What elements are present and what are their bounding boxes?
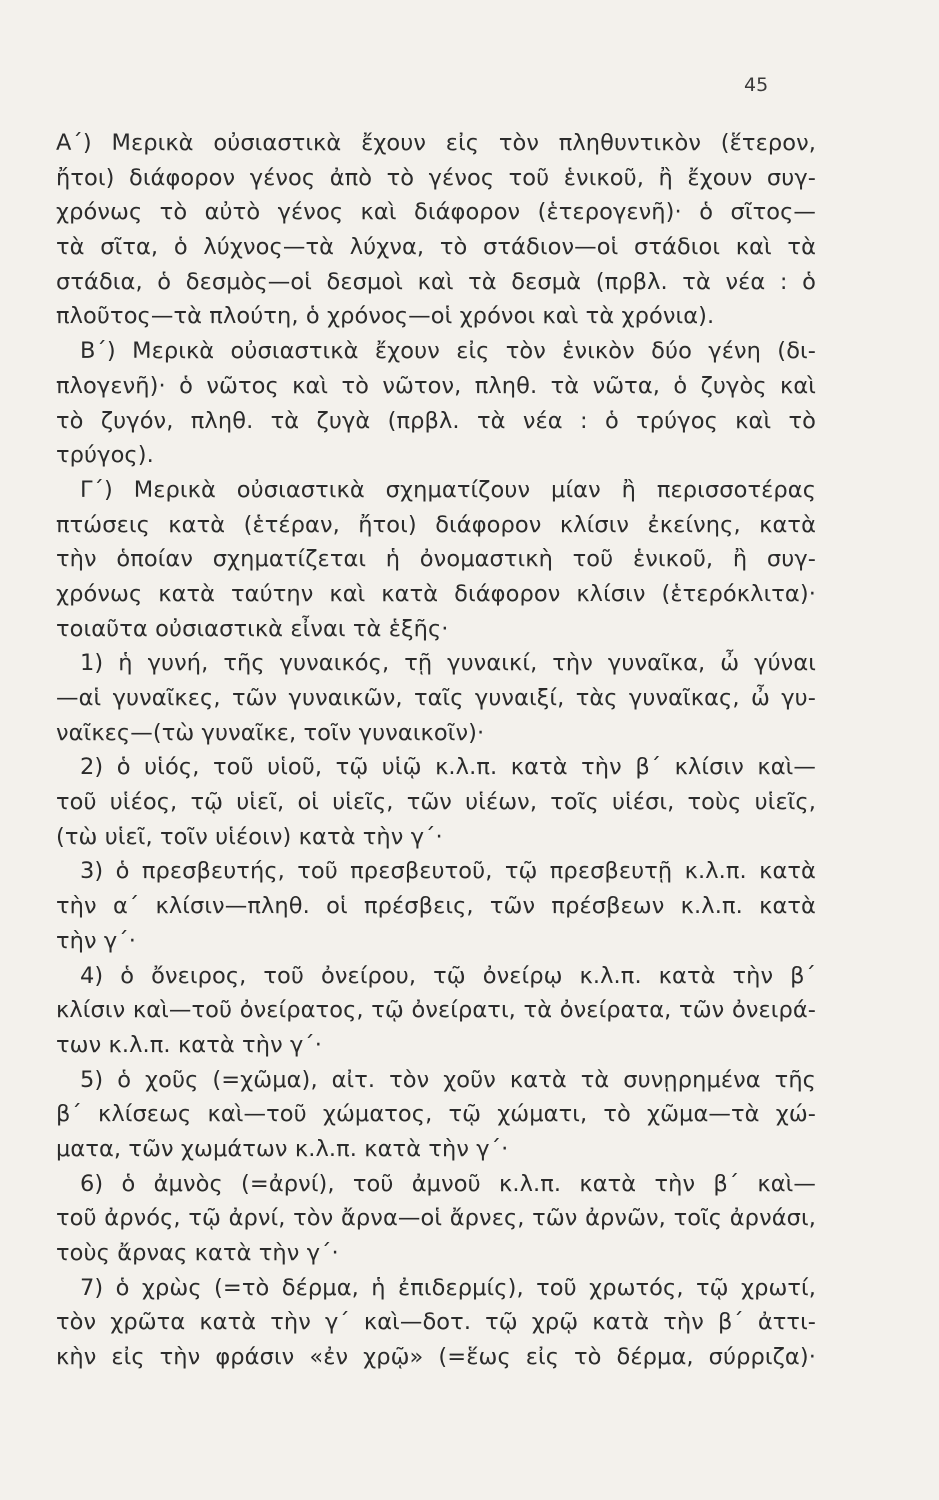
text-line: τὴν γ΄·	[56, 927, 136, 954]
text-line: τοὺς ἄρνας κατὰ τὴν γ΄·	[56, 1240, 339, 1266]
page-number: 45	[744, 74, 769, 96]
text-line: 5) ὁ χοῦς (=χῶμα), αἰτ. τὸν χοῦν κατὰ τὰ συνῃρημένα τῆς	[80, 1066, 816, 1093]
text-line: τὰ σῖτα, ὁ λύχνος—τὰ λύχνα, τὸ στάδιον—οἱ στάδιοι καὶ τὰ	[56, 234, 816, 261]
text-line: —αἱ γυναῖκες, τῶν γυναικῶν, ταῖς γυναιξί, τὰς γυναῖκας, ὦ γυ-	[56, 685, 816, 711]
text-line: Α΄) Μερικὰ οὐσιαστικὰ ἔχουν εἰς τὸν πληθυντικὸν (ἕτερον,	[56, 130, 816, 156]
text-line: 6) ὁ ἀμνὸς (=ἀρνί), τοῦ ἀμνοῦ κ.λ.π. κατὰ τὴν β΄ καὶ—	[80, 1170, 816, 1197]
text-line: ματα, τῶν χωμάτων κ.λ.π. κατὰ τὴν γ΄·	[56, 1135, 509, 1162]
text-line: χρόνως τὸ αὐτὸ γένος καὶ διάφορον (ἑτερογενῆ)· ὁ σῖτος—	[56, 199, 816, 226]
text-line: Γ΄) Μερικὰ οὐσιαστικὰ σχηματίζουν μίαν ἢ περισσοτέρας	[80, 476, 816, 503]
body-text	[56, 126, 816, 1375]
text-line: Β΄) Μερικὰ οὐσιαστικὰ ἔχουν εἰς τὸν ἑνικὸν δύο γένη (δι-	[80, 338, 816, 365]
text-line: κὴν εἰς τὴν φράσιν «ἐν χρῷ» (=ἕως εἰς τὸ δέρμα, σύρριζα)·	[56, 1344, 816, 1371]
text-line: 3) ὁ πρεσβευτής, τοῦ πρεσβευτοῦ, τῷ πρεσβευτῇ κ.λ.π. κατὰ	[80, 858, 816, 885]
text-line: β΄ κλίσεως καὶ—τοῦ χώματος, τῷ χώματι, τὸ χῶμα—τὰ χώ-	[56, 1101, 816, 1128]
text-line: πλοῦτος—τὰ πλούτη, ὁ χρόνος—οἱ χρόνοι καὶ τὰ χρόνια).	[56, 303, 715, 330]
text-line: τὸν χρῶτα κατὰ τὴν γ΄ καὶ—δοτ. τῷ χρῷ κατὰ τὴν β΄ ἀττι-	[56, 1309, 816, 1336]
text-line: τὴν ὁποίαν σχηματίζεται ἡ ὀνομαστικὴ τοῦ ἑνικοῦ, ἢ συγ-	[56, 546, 816, 573]
text-line: τὸ ζυγόν, πληθ. τὰ ζυγὰ (πρβλ. τὰ νέα : ὁ τρύγος καὶ τὸ	[56, 407, 816, 434]
text-line: τοῦ υἱέος, τῷ υἱεῖ, οἱ υἱεῖς, τῶν υἱέων, τοῖς υἱέσι, τοὺς υἱεῖς,	[56, 789, 816, 816]
text-line: των κ.λ.π. κατὰ τὴν γ΄·	[56, 1031, 323, 1058]
text-line: 7) ὁ χρὼς (=τὸ δέρμα, ἡ ἐπιδερμίς), τοῦ χρωτός, τῷ χρωτί,	[80, 1274, 816, 1301]
text-line: 1) ἡ γυνή, τῆς γυναικός, τῇ γυναικί, τὴν γυναῖκα, ὦ γύναι	[80, 650, 816, 677]
text-line: 2) ὁ υἱός, τοῦ υἱοῦ, τῷ υἱῷ κ.λ.π. κατὰ τὴν β΄ κλίσιν καὶ—	[80, 754, 816, 781]
text-line: τοῦ ἀρνός, τῷ ἀρνί, τὸν ἄρνα—οἱ ἄρνες, τῶν ἀρνῶν, τοῖς ἀρνάσι,	[56, 1205, 816, 1232]
text-line: 4) ὁ ὄνειρος, τοῦ ὀνείρου, τῷ ὀνείρῳ κ.λ.π. κατὰ τὴν β΄	[80, 962, 816, 989]
text-line: (τὼ υἱεῖ, τοῖν υἱέοιν) κατὰ τὴν γ΄·	[56, 823, 443, 850]
text-line: κλίσιν καὶ—τοῦ ὀνείρατος, τῷ ὀνείρατι, τὰ ὀνείρατα, τῶν ὀνειρά-	[56, 997, 816, 1024]
text-line: τρύγος).	[56, 442, 154, 469]
text-line: ναῖκες—(τὼ γυναῖκε, τοῖν γυναικοῖν)·	[56, 719, 485, 746]
text-line: τὴν α΄ κλίσιν—πληθ. οἱ πρέσβεις, τῶν πρέσβεων κ.λ.π. κατὰ	[56, 893, 816, 920]
text-line: πλογενῆ)· ὁ νῶτος καὶ τὸ νῶτον, πληθ. τὰ νῶτα, ὁ ζυγὸς καὶ	[56, 372, 816, 399]
text-line: πτώσεις κατὰ (ἑτέραν, ἤτοι) διάφορον κλίσιν ἐκείνης, κατὰ	[56, 511, 816, 538]
text-line: τοιαῦτα οὐσιαστικὰ εἶναι τὰ ἑξῆς·	[56, 615, 449, 642]
text-line: στάδια, ὁ δεσμὸς—οἱ δεσμοὶ καὶ τὰ δεσμὰ (πρβλ. τὰ νέα : ὁ	[56, 268, 816, 295]
text-line: ἤτοι) διάφορον γένος ἀπὸ τὸ γένος τοῦ ἑνικοῦ, ἢ ἔχουν συγ-	[56, 164, 816, 191]
text-line: χρόνως κατὰ ταύτην καὶ κατὰ διάφορον κλίσιν (ἑτερόκλιτα)·	[56, 580, 816, 607]
